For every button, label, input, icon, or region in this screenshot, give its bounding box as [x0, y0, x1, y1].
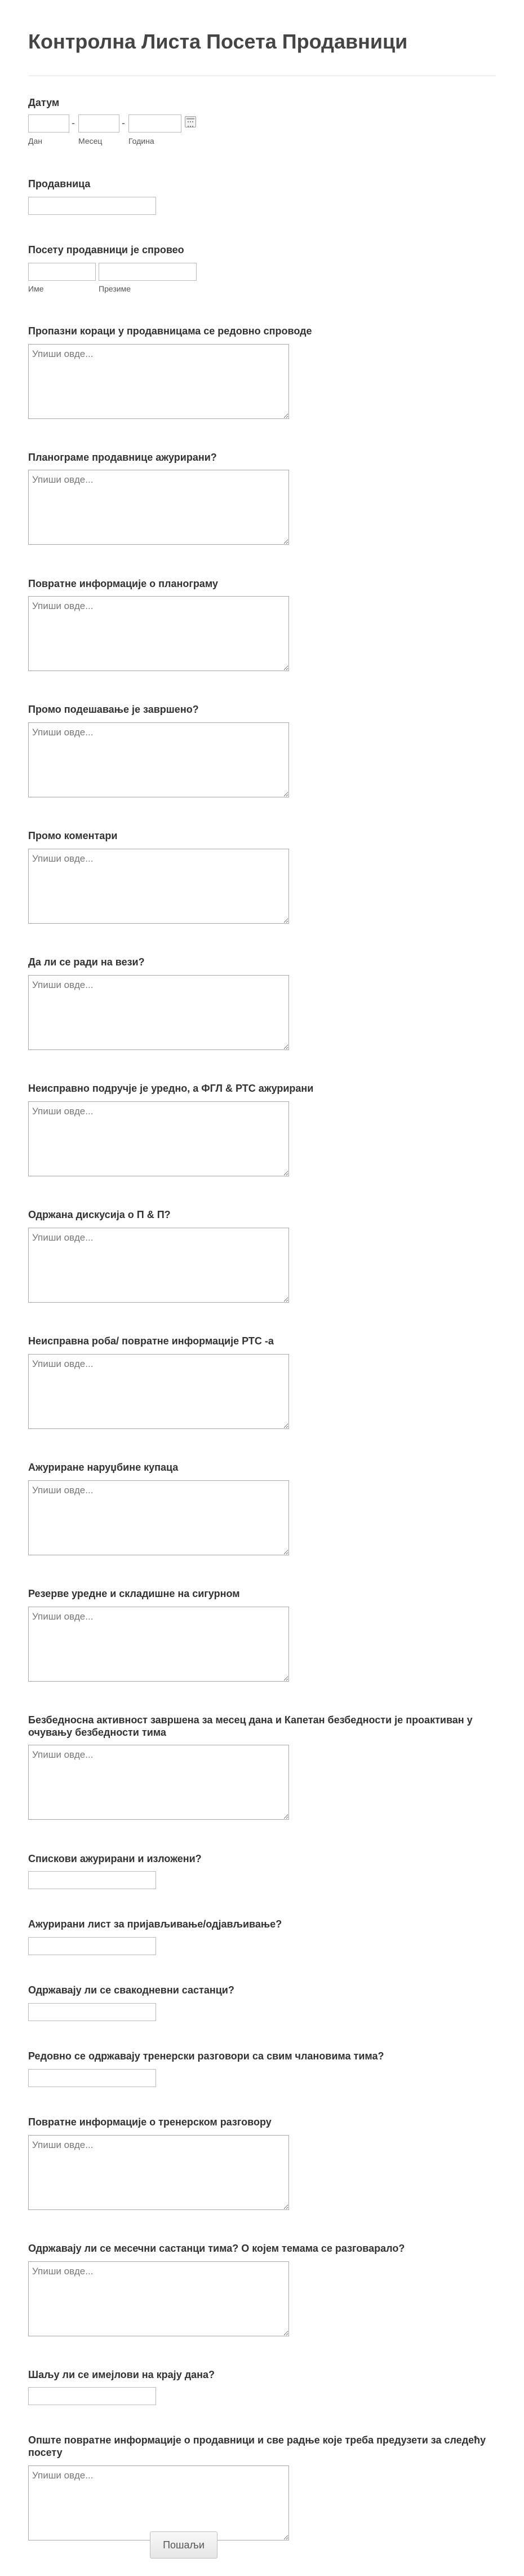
q20-textarea[interactable]	[28, 2465, 289, 2540]
q8-textarea[interactable]	[28, 1228, 289, 1303]
q6-label: Да ли се ради на вези?	[28, 956, 145, 968]
q17-textarea[interactable]	[28, 2135, 289, 2210]
date-month-sublabel: Месец	[78, 136, 103, 145]
q14-label: Ажурирани лист за пријављивање/одјављивање?	[28, 1918, 282, 1930]
q10-label: Ажуриране наруџбине купаца	[28, 1462, 179, 1473]
q7-label: Неисправно подручје је уредно, а ФГЛ & РТС ажурирани	[28, 1083, 314, 1094]
q10-textarea[interactable]	[28, 1480, 289, 1555]
q4-label: Промо подешавање је завршено?	[28, 704, 199, 715]
q20-label: Опште повратне информације о продавници и све радње које треба предузети за следећу посету	[28, 2434, 486, 2458]
store-input[interactable]	[28, 197, 156, 215]
q19-input[interactable]	[28, 2387, 156, 2405]
date-year-sublabel: Година	[128, 136, 154, 145]
q5-textarea[interactable]	[28, 849, 289, 924]
q8-label: Одржана дискусија о П & П?	[28, 1209, 171, 1220]
q13-input[interactable]	[28, 1871, 156, 1889]
visitor-label: Посету продавници је спровео	[28, 244, 184, 255]
date-year-input[interactable]	[128, 114, 181, 133]
q13-label: Спискови ажурирани и изложени?	[28, 1853, 202, 1864]
store-label: Продавница	[28, 178, 91, 189]
q9-textarea[interactable]	[28, 1354, 289, 1429]
calendar-icon[interactable]	[185, 116, 196, 127]
date-separator: -	[72, 117, 75, 129]
form-title: Контролна Листа Посета Продавници	[28, 30, 408, 53]
date-day-input[interactable]	[28, 114, 69, 133]
q12-label: Безбедносна активност завршена за месец дана и Капетан безбедности је проактиван у очувању безбедности тима	[28, 1714, 473, 1738]
q18-label: Одржавају ли се месечни састанци тима? О којем темама се разговарало?	[28, 2243, 405, 2254]
q11-label: Резерве уредне и складишне на сигурном	[28, 1588, 240, 1599]
q11-textarea[interactable]	[28, 1607, 289, 1682]
date-label: Датум	[28, 97, 60, 108]
visitor-last-name-input[interactable]	[99, 263, 197, 281]
q15-input[interactable]	[28, 2003, 156, 2021]
q4-textarea[interactable]	[28, 722, 289, 797]
q15-label: Одржавају ли се свакодневни састанци?	[28, 1984, 234, 1996]
date-day-sublabel: Дан	[28, 136, 42, 145]
q14-input[interactable]	[28, 1937, 156, 1955]
q7-textarea[interactable]	[28, 1101, 289, 1176]
q17-label: Повратне информације о тренерском разговору	[28, 2116, 272, 2128]
q1-label: Пропазни кораци у продавницама се редовно спроводе	[28, 325, 312, 337]
date-month-input[interactable]	[78, 114, 119, 133]
q2-label: Планограме продавнице ажурирани?	[28, 452, 217, 463]
q19-label: Шаљу ли се имејлови на крају дана?	[28, 2369, 215, 2380]
q9-label: Неисправна роба/ повратне информације РТС -а	[28, 1335, 274, 1347]
q3-label: Повратне информације о планограму	[28, 578, 218, 589]
q6-textarea[interactable]	[28, 975, 289, 1050]
q12-textarea[interactable]	[28, 1745, 289, 1820]
date-separator: -	[122, 117, 125, 129]
visitor-first-name-input[interactable]	[28, 263, 96, 281]
q16-label: Редовно се одржавају тренерски разговори са свим члановима тима?	[28, 2050, 384, 2062]
q2-textarea[interactable]	[28, 470, 289, 545]
submit-button[interactable]: Пошаљи	[150, 2531, 217, 2559]
visitor-last-name-sublabel: Презиме	[99, 284, 131, 293]
q16-input[interactable]	[28, 2069, 156, 2087]
q18-textarea[interactable]	[28, 2261, 289, 2336]
q1-textarea[interactable]	[28, 344, 289, 419]
q3-textarea[interactable]	[28, 596, 289, 671]
visitor-first-name-sublabel: Име	[28, 284, 44, 293]
q5-label: Промо коментари	[28, 830, 118, 841]
